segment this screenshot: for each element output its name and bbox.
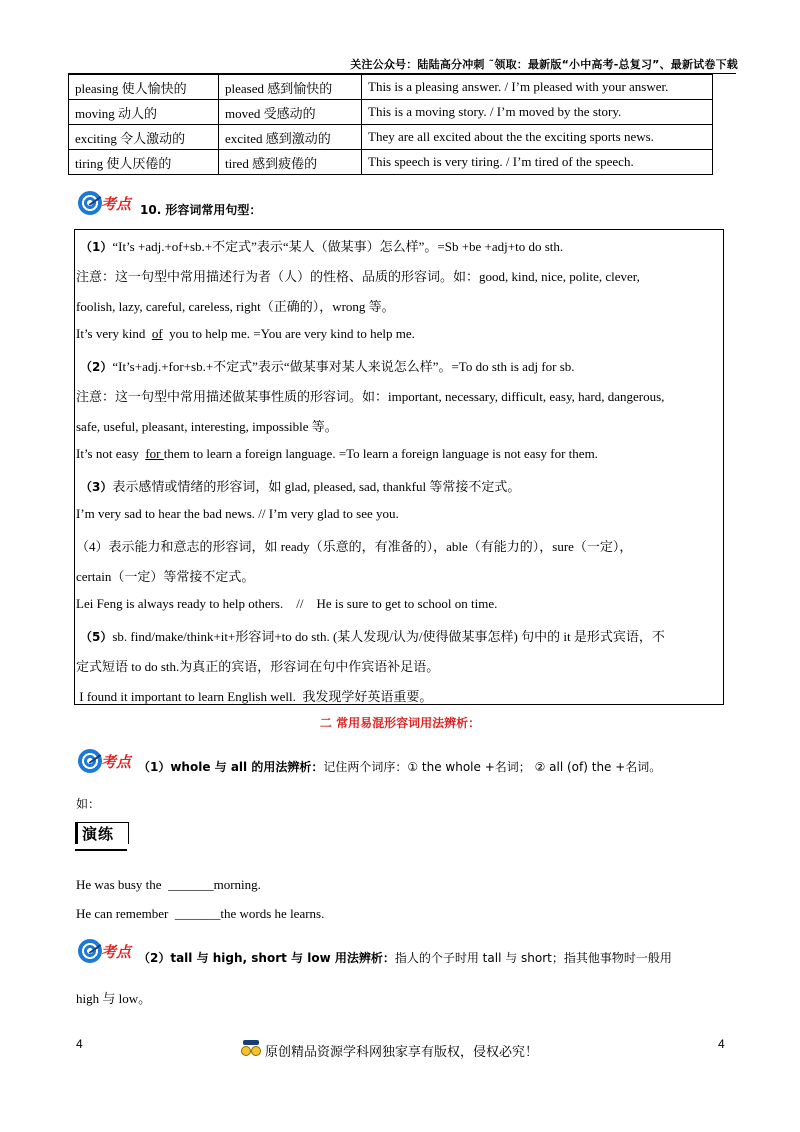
kaodian-label: 考点 xyxy=(101,195,132,213)
pattern-line: 定式短语 to do sth.为真正的宾语，形容词在句中作宾语补足语。 xyxy=(76,659,440,674)
table-cell: They are all excited about the the exciting sports news. xyxy=(362,125,713,150)
practice-label: 演练 xyxy=(75,822,129,848)
table-cell: exciting 令人激动的 xyxy=(69,125,219,150)
pattern-line: （5）sb. find/make/think+it+形容词+to do sth. (某人发现/认为/使得做某事怎样) 句中的 it 是形式宾语，不 xyxy=(80,629,665,644)
table-row xyxy=(69,100,713,125)
pattern-line: certain（一定）等常接不定式。 xyxy=(76,569,255,584)
page-number-right: 4 xyxy=(718,1037,725,1051)
pattern-line: 注意：这一句型中常用描述行为者（人）的性格、品质的形容词。如：good, kind, nice, polite, clever, xyxy=(76,269,640,284)
copyright-text: 原创精品资源学科网独家享有版权，侵权必究！ xyxy=(265,1044,539,1060)
pattern-line: （4）表示能力和意志的形容词，如 ready（乐意的，有准备的），able（有能力的），sure（一定）， xyxy=(76,539,633,554)
table-cell: This is a moving story. / I’m moved by the story. xyxy=(362,100,713,125)
kaodian-badge xyxy=(76,190,138,218)
example-line: I found it important to learn English well. 我发现学好英语重要。 xyxy=(76,689,433,704)
table-row xyxy=(69,150,713,175)
table-cell: This is a pleasing answer. / I’m pleased with your answer. xyxy=(362,75,713,100)
kaodian-label: 考点 xyxy=(101,753,132,771)
adjective-table xyxy=(68,74,713,175)
example-line: I’m very sad to hear the bad news. // I’m very glad to see you. xyxy=(76,506,399,521)
table-cell: tiring 使人厌倦的 xyxy=(69,150,219,175)
page-number-left: 4 xyxy=(76,1037,83,1051)
example-line: It’s not easy for them to learn a foreign language. =To learn a foreign language is not easy for them. xyxy=(76,446,598,461)
table-cell: tired 感到疲倦的 xyxy=(219,150,362,175)
header-note: 关注公众号：陆陆高分冲刺 ˜领取：最新版“小中高考-总复习”、最新试卷下载 xyxy=(350,58,738,71)
point2-title: （2）tall 与 high, short 与 low 用法辨析： xyxy=(138,950,395,965)
table-cell: pleasing 使人愉快的 xyxy=(69,75,219,100)
section10-heading xyxy=(76,190,261,218)
kaodian-badge xyxy=(76,748,138,776)
point2-text: 指人的个子时用 tall 与 short；指其他事物时一般用 xyxy=(394,950,672,965)
example-line: Lei Feng is always ready to help others. // He is sure to get to school on time. xyxy=(76,596,498,611)
section10-title: 10. 形容词常用句型： xyxy=(140,202,262,217)
table-cell: moving 动人的 xyxy=(69,100,219,125)
owl-logo-icon xyxy=(240,1040,262,1060)
answer-blank[interactable]: _______ xyxy=(168,877,214,892)
point1-text: 记住两个词序：① the whole +名词； ② all (of) the +名词。 xyxy=(323,759,662,774)
section2-title: 二 常用易混形容词用法辨析： xyxy=(319,716,481,730)
exercise-item: He was busy the _______morning. xyxy=(76,877,261,892)
pattern-line: 注意：这一句型中常用描述做某事性质的形容词。如：important, necessary, difficult, easy, hard, dangerous, xyxy=(76,389,665,404)
point1-heading xyxy=(76,748,661,776)
point1-title: （1）whole 与 all 的用法辨析： xyxy=(138,759,324,774)
exercise-item: He can remember _______the words he learns. xyxy=(76,906,325,921)
table-cell: pleased 感到愉快的 xyxy=(219,75,362,100)
point1-continuation: 如： xyxy=(76,797,101,811)
pattern-line: （3）表示感情或情绪的形容词，如 glad, pleased, sad, thankful 等常接不定式。 xyxy=(80,479,521,494)
example-line: It’s very kind of you to help me. =You are very kind to help me. xyxy=(76,326,415,341)
pattern-line: （1）“It’s +adj.+of+sb.+不定式”表示“某人（做某事）怎么样”。=Sb +be +adj+to do sth. xyxy=(80,239,564,254)
table-row xyxy=(69,75,713,100)
kaodian-badge xyxy=(76,938,138,966)
table-cell: excited 感到激动的 xyxy=(219,125,362,150)
footer xyxy=(240,1040,538,1060)
pattern-line: foolish, lazy, careful, careless, right（正确的），wrong 等。 xyxy=(76,299,395,314)
kaodian-label: 考点 xyxy=(101,943,132,961)
pattern-line: safe, useful, pleasant, interesting, impossible 等。 xyxy=(76,419,338,434)
answer-blank[interactable]: _______ xyxy=(174,906,221,921)
point2-continuation: high 与 low。 xyxy=(76,991,152,1006)
table-cell: moved 受感动的 xyxy=(219,100,362,125)
table-row xyxy=(69,125,713,150)
pattern-line: （2）“It’s+adj.+for+sb.+不定式”表示“做某事对某人来说怎么样”。=To do sth is adj for sb. xyxy=(80,359,575,374)
table-cell: This speech is very tiring. / I’m tired of the speech. xyxy=(362,150,713,175)
point2-heading xyxy=(76,938,672,966)
